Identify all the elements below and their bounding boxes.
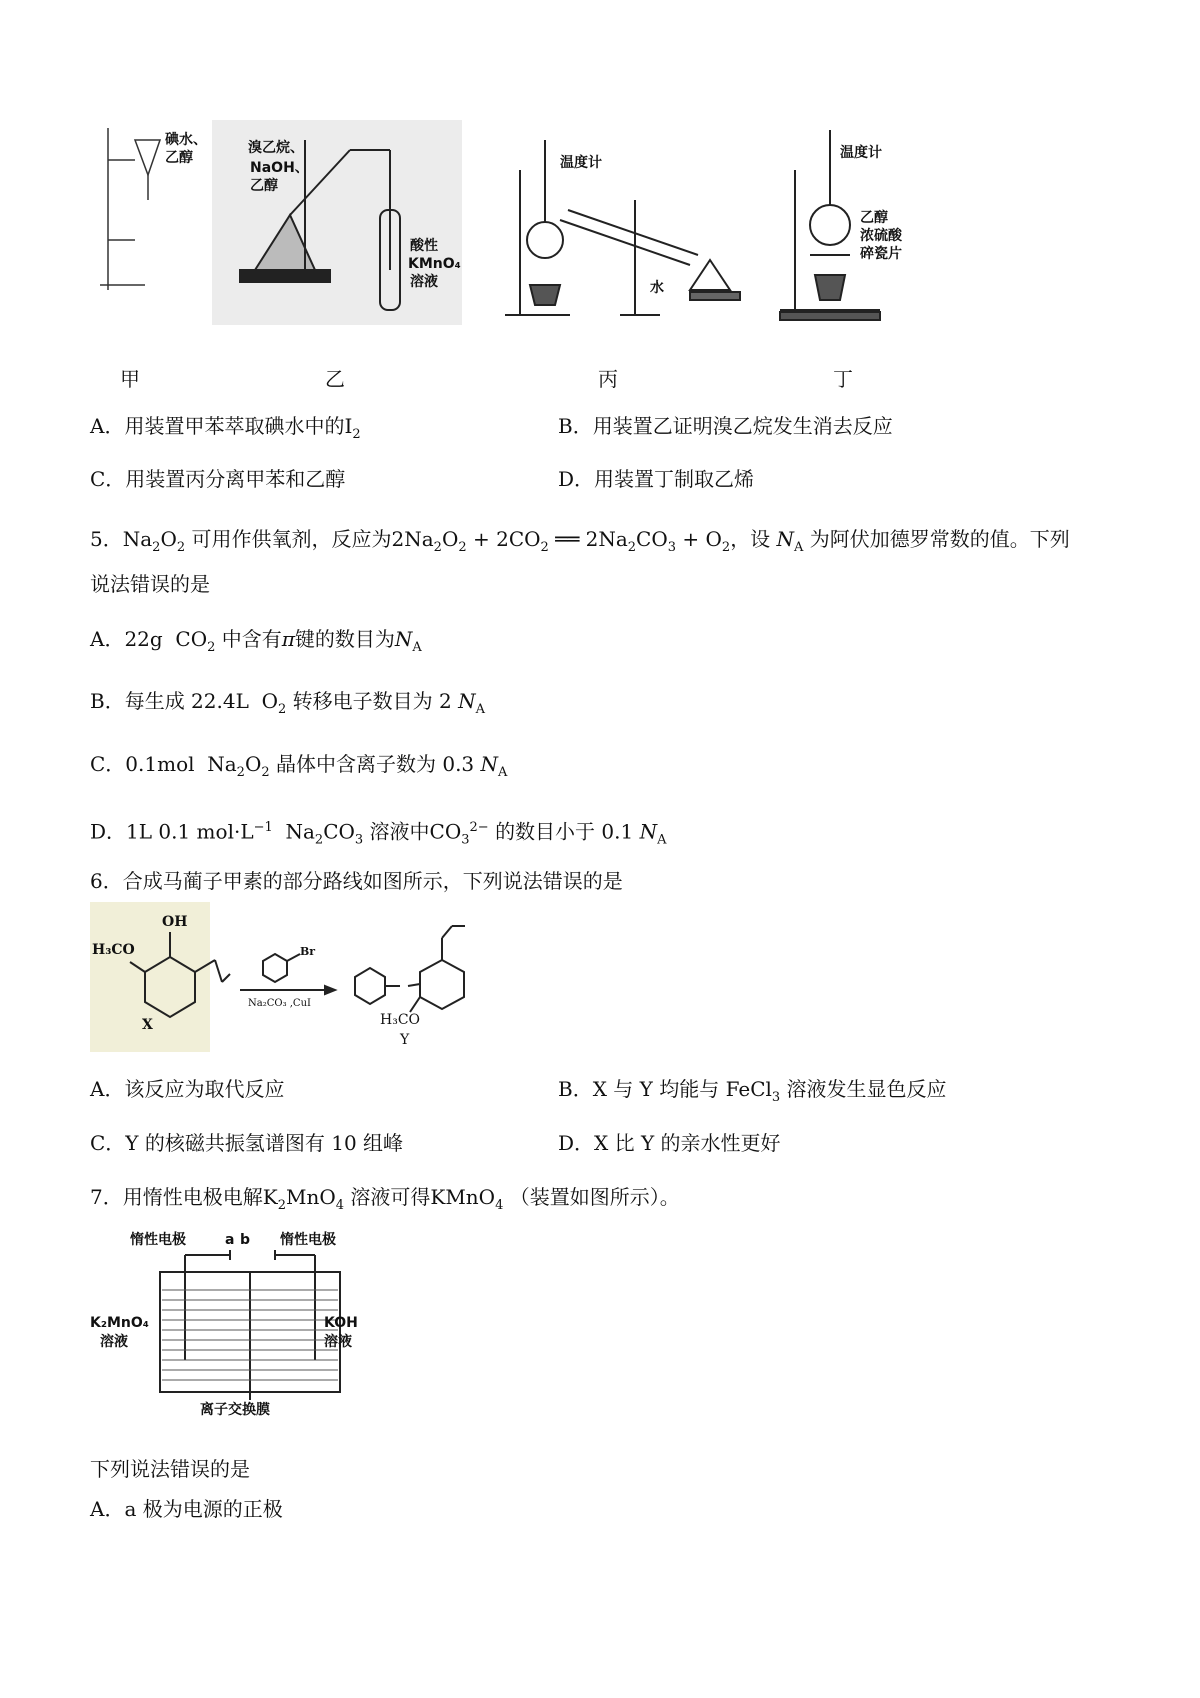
q7-stem-line2: 下列说法错误的是 <box>90 1457 250 1481</box>
caption-ding: 丁 <box>833 367 853 391</box>
x-label: X <box>142 1017 153 1033</box>
q7-stem: 7．用惰性电极电解$K_2MnO_4$ 溶液可得KMnO$_4$ （装置如图所示）。 <box>90 1185 680 1213</box>
yi-label-3: 乙醇 <box>250 178 278 194</box>
q4-option-b: B．用装置乙证明溴乙烷发生消去反应 <box>558 414 893 438</box>
ding-label-ethanol: 乙醇 <box>860 210 888 226</box>
right-electrode-label: 惰性电极 <box>280 1232 336 1248</box>
terminal-b-label: b <box>240 1232 251 1248</box>
left-solution-label-2: 溶液 <box>100 1334 128 1350</box>
y-label: Y <box>400 1032 410 1048</box>
q5-option-b: B．每生成 22.4L $O_2$ 转移电子数目为 2 $N_A$ <box>90 689 485 717</box>
jia-label-2: 乙醇 <box>165 150 193 166</box>
yi-label-5: KMnO₄ <box>408 256 461 272</box>
q6-option-d: D．X 比 Y 的亲水性更好 <box>558 1131 781 1155</box>
y-h3co-label: H₃CO <box>380 1012 421 1028</box>
q5-option-c: C．0.1mol $Na_2O_2$ 晶体中含离子数为 0.3 $N_A$ <box>90 752 508 780</box>
q5-stem: 5．$Na_2O_2$ 可用作供氧剂，反应为$2Na_2O_2 + 2CO_2$ ══ $2Na_2CO_3 + O_2$，设 $N_A$ 为阿伏加德罗常数的值。下列 <box>90 527 1070 555</box>
q4-option-c: C．用装置丙分离甲苯和乙醇 <box>90 467 346 491</box>
q6-stem: 6．合成马蔺子甲素的部分路线如图所示，下列说法错误的是 <box>90 869 623 893</box>
bing-label-water: 水 <box>650 280 664 296</box>
caption-bing: 丙 <box>598 367 618 391</box>
yi-label-2: NaOH、 <box>250 160 309 176</box>
q6-option-c: C．Y 的核磁共振氢谱图有 10 组峰 <box>90 1131 404 1155</box>
caption-jia: 甲 <box>120 367 140 391</box>
apparatus-figure <box>90 120 1030 350</box>
right-solution-label-1: KOH <box>324 1315 358 1331</box>
q5-option-d: D．1L 0.1 $mol\cdot L^{-1}$ $Na_2CO_3$ 溶液中$CO_3^{2-}$ 的数目小于 0.1 $N_A$ <box>90 819 667 848</box>
bing-label-thermometer: 温度计 <box>560 155 602 171</box>
x-oh-label: OH <box>162 914 188 930</box>
q5-option-a: A．22g $CO_2$ 中含有π键的数目为$N_A$ <box>90 627 422 655</box>
q7-option-a: A．a 极为电源的正极 <box>90 1497 283 1521</box>
yi-label-6: 溶液 <box>410 274 438 290</box>
terminal-a-label: a <box>225 1232 235 1248</box>
jia-label-1: 碘水、 <box>165 132 207 148</box>
left-electrode-label: 惰性电极 <box>130 1232 186 1248</box>
ding-label-sulfuric: 浓硫酸 <box>860 228 902 244</box>
x-h3co-label: H₃CO <box>92 942 135 958</box>
electrolysis-figure <box>90 1230 380 1420</box>
q6-reaction-figure <box>90 902 470 1052</box>
condition-label: Na₂CO₃ ,CuI <box>248 998 311 1009</box>
yi-label-4: 酸性 <box>410 238 438 254</box>
membrane-label: 离子交换膜 <box>200 1402 270 1418</box>
q4-option-d: D．用装置丁制取乙烯 <box>558 467 755 491</box>
ding-label-chips: 碎瓷片 <box>860 246 902 262</box>
q6-option-b: B．X 与 Y 均能与 FeCl$_3$ 溶液发生显色反应 <box>558 1077 947 1105</box>
q6-option-a: A．该反应为取代反应 <box>90 1077 285 1101</box>
q4-option-a: A．用装置甲苯萃取碘水中的$I_2$ <box>90 414 361 442</box>
ding-label-thermometer: 温度计 <box>840 145 882 161</box>
yi-label-1: 溴乙烷、 <box>248 140 304 156</box>
br-label: Br <box>300 945 316 958</box>
q5-stem-line2: 说法错误的是 <box>90 572 210 596</box>
left-solution-label-1: K₂MnO₄ <box>90 1315 149 1331</box>
right-solution-label-2: 溶液 <box>324 1334 352 1350</box>
caption-yi: 乙 <box>325 367 345 391</box>
